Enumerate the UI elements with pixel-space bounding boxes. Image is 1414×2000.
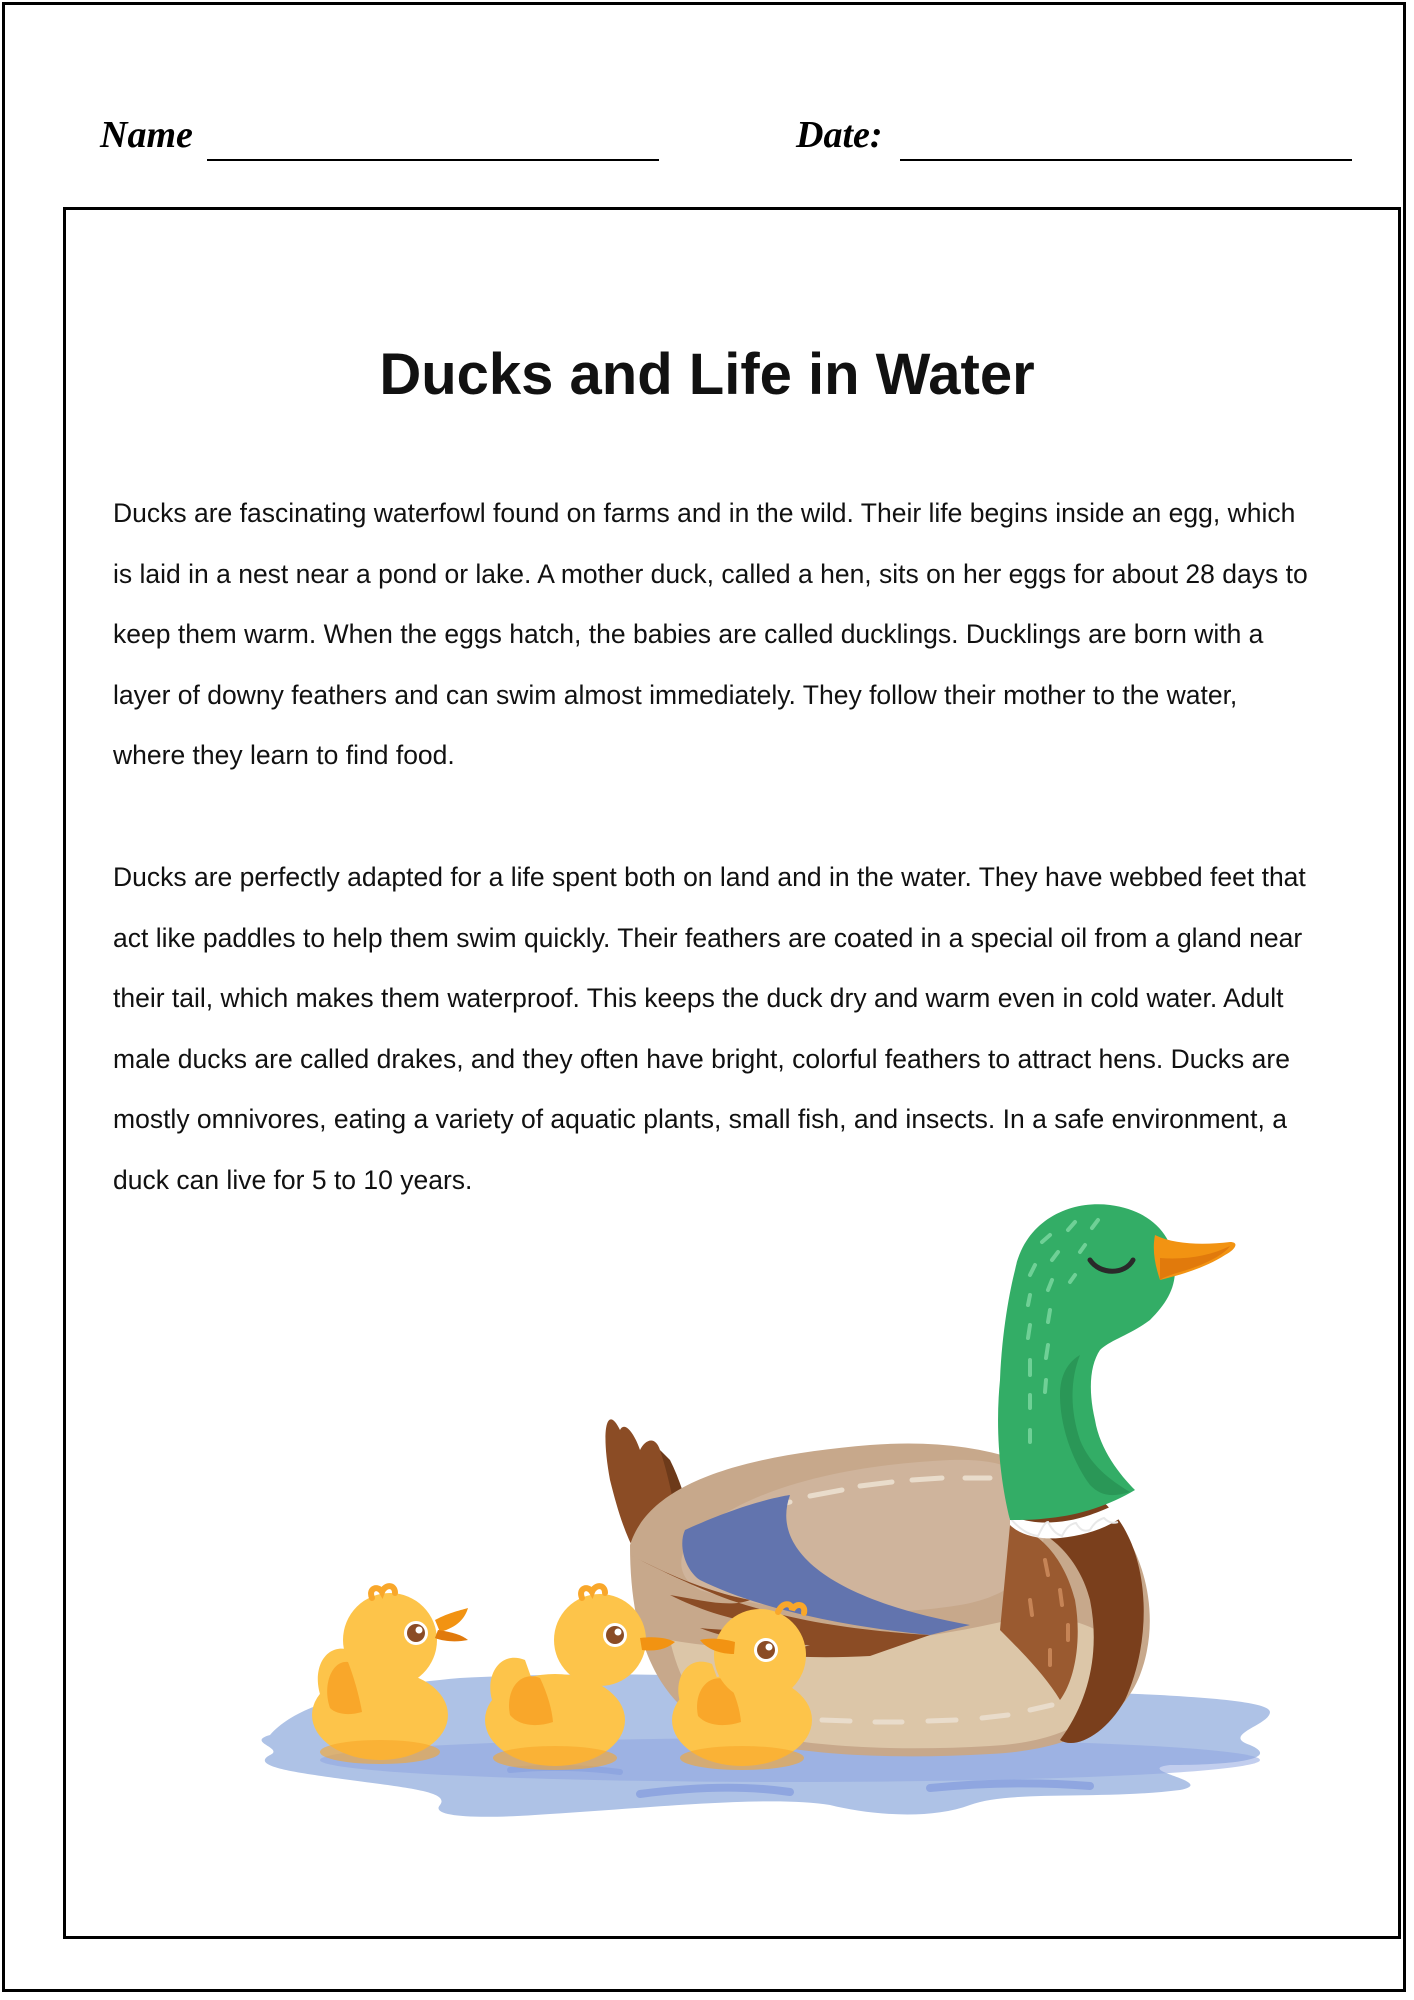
paragraph-adaptations: Ducks are perfectly adapted for a life spent both on land and in the water. They have webbed feet that act like paddles to help them swim quickly. Their feathers are coated in a special oil from a gland near their tail, which makes them waterproof. This keeps the duck dry and warm even in cold water. Adult male ducks are called drakes, and they often have bright, colorful feathers to attract hens. Ducks are mostly omnivores, eating a variety of aquatic plants, small fish, and insects. In a safe environment, a duck can live for 5 to 10 years. (113, 862, 1306, 1195)
date-label: Date: (796, 114, 883, 156)
worksheet-title: Ducks and Life in Water (379, 342, 1035, 407)
paragraph-life-cycle: Ducks are fascinating waterfowl found on farms and in the wild. Their life begins inside an egg, which is laid in a nest near a pond or lake. A mother duck, called a hen, sits on her eggs for about 28 days to keep them warm. When the eggs hatch, the babies are called ducklings. Ducklings are born with a layer of downy feathers and can swim almost immediately. They follow their mother to the water, where they learn to find food. (113, 498, 1308, 770)
name-field-line[interactable] (207, 159, 659, 161)
duck-family-illustration (230, 1180, 1280, 1900)
name-label: Name (100, 114, 193, 156)
date-field-line[interactable] (900, 159, 1352, 161)
